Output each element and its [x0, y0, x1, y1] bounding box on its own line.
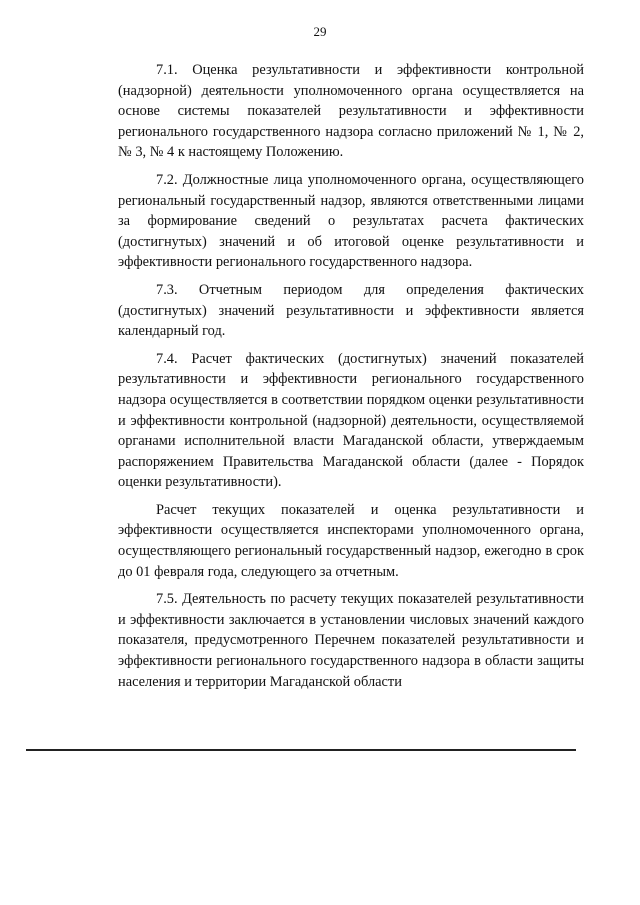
footer-divider [26, 749, 576, 751]
document-body [118, 60, 584, 699]
paragraph-7-5: 7.5. Деятельность по расчету текущих показателей результативности и эффективности заключается в установлении числовых значений каждого показателя, предусмотренного Перечнем показателей результативности и эффективности регионального государственного надзора в области защиты населения и территории Магаданской области [118, 591, 584, 690]
paragraph-7-4: 7.4. Расчет фактических (достигнутых) значений показателей результативности и эффективности регионального государственного надзора осуществляется в соответствии порядком оценки результативности и эффективности контрольной (надзорной) деятельности, осуществляемой органами исполнительной власти Магаданской области, утверждаемым распоряжением Правительства Магаданской области (далее - Порядок оценки результативности). [118, 350, 584, 491]
paragraph-7-1: 7.1. Оценка результативности и эффективности контрольной (надзорной) деятельности уполномоченного органа осуществляется на основе системы показателей результативности и эффективности регионального государственного надзора согласно приложений № 1, № 2, № 3, № 4 к настоящему Положению. [118, 62, 584, 161]
paragraph-7-3: 7.3. Отчетным периодом для определения фактических (достигнутых) значений результативности и эффективности является календарный год. [118, 281, 584, 340]
paragraph-7-2: 7.2. Должностные лица уполномоченного органа, осуществляющего региональный государственный надзор, являются ответственными лицами за формирование сведений о результатах расчета фактических (достигнутых) значений и об итоговой оценке результативности и эффективности регионального государственного надзора. [118, 171, 584, 271]
page-number: 29 [313, 24, 327, 39]
paragraph-calculation: Расчет текущих показателей и оценка результативности и эффективности осуществляется инспекторами уполномоченного органа, осуществляющего региональный государственный надзор, ежегодно в срок до 01 февраля года, следующего за отчетным. [118, 501, 584, 580]
